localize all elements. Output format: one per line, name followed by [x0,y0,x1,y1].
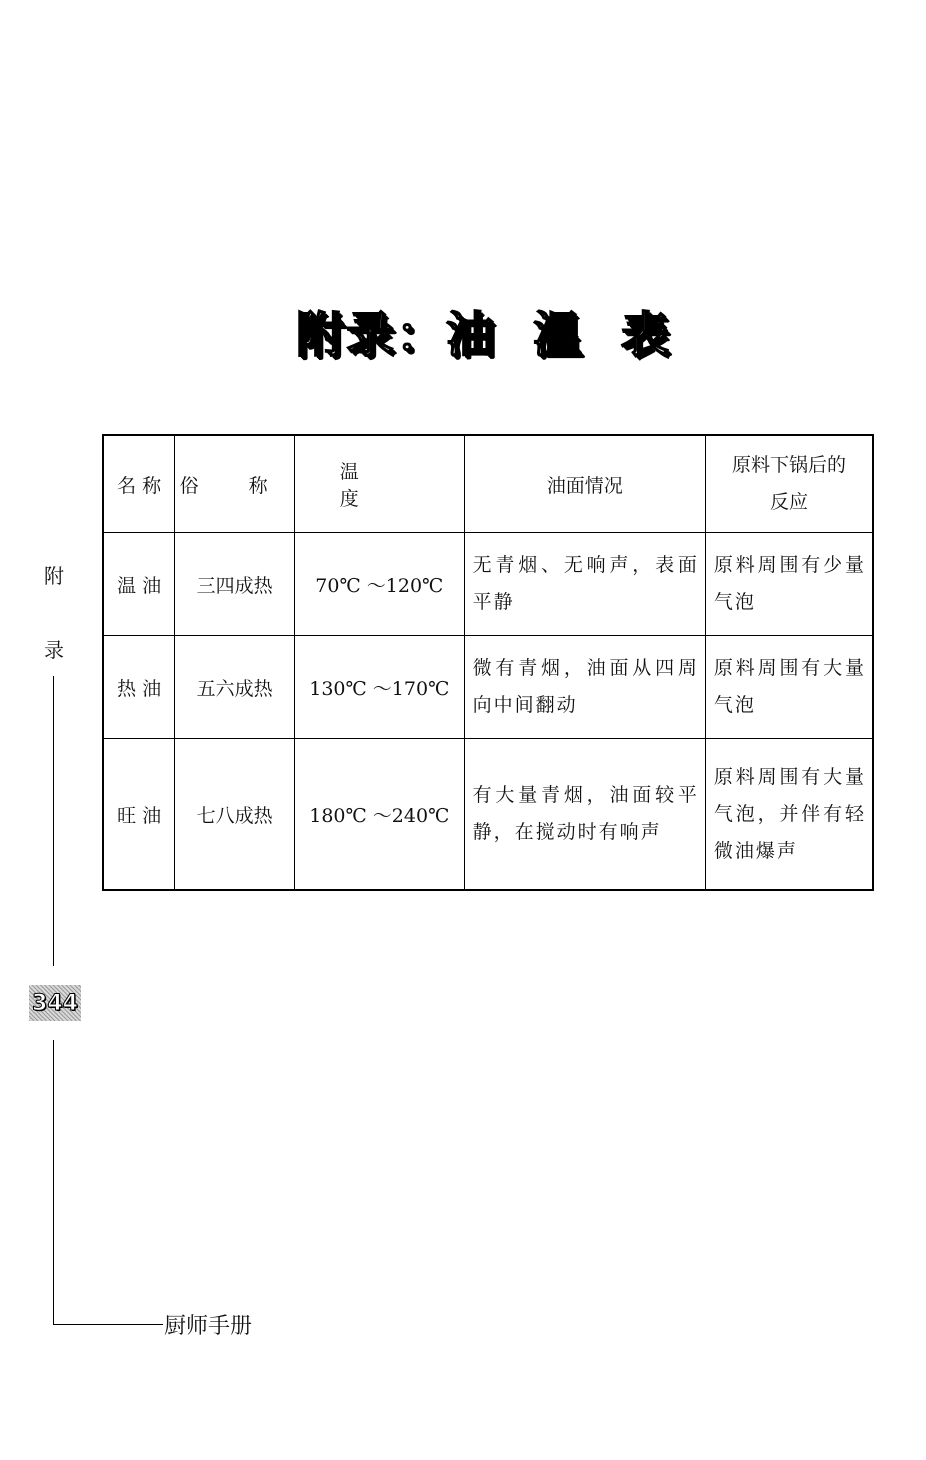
cell-reaction: 原料周围有大量气泡，并伴有轻微油爆声 [705,739,873,891]
cell-name: 旺 油 [103,739,175,891]
header-reaction-line1: 原料下锅后的 [731,454,846,476]
side-rule-lower [53,1040,54,1325]
cell-common-name: 三四成热 [175,533,295,636]
cell-temperature: 130℃ ～170℃ [294,636,464,739]
cell-oil-surface: 无青烟、无响声，表面平静 [464,533,705,636]
cell-oil-surface: 微有青烟，油面从四周向中间翻动 [464,636,705,739]
page-number-badge [29,985,81,1021]
table-row [103,739,873,891]
table-row [103,636,873,739]
footer-book-title: 厨师手册 [164,1314,253,1339]
header-reaction-line2: 反应 [769,491,808,513]
header-reaction [705,435,873,533]
cell-common-name: 七八成热 [175,739,295,891]
cell-oil-surface: 有大量青烟，油面较平静，在搅动时有响声 [464,739,705,891]
oil-temperature-table [102,434,874,891]
table-row [103,533,873,636]
footer-rule [53,1324,163,1325]
cell-name: 温 油 [103,533,175,636]
cell-temperature: 70℃ ～120℃ [294,533,464,636]
page-title: 附录：油 温 表 [296,307,671,363]
side-label-lu: 录 [44,638,64,662]
cell-reaction: 原料周围有大量气泡 [705,636,873,739]
header-name: 名 称 [103,435,175,533]
side-rule-upper [53,676,54,966]
header-oil-surface: 油面情况 [464,435,705,533]
cell-name: 热 油 [103,636,175,739]
header-common-name: 俗 称 [175,435,295,533]
cell-common-name: 五六成热 [175,636,295,739]
page-number: 344 [32,990,78,1016]
side-label-fu: 附 [44,564,64,588]
cell-temperature: 180℃ ～240℃ [294,739,464,891]
cell-reaction: 原料周围有少量气泡 [705,533,873,636]
table-header-row [103,435,873,533]
header-temperature: 温 度 [294,435,464,533]
